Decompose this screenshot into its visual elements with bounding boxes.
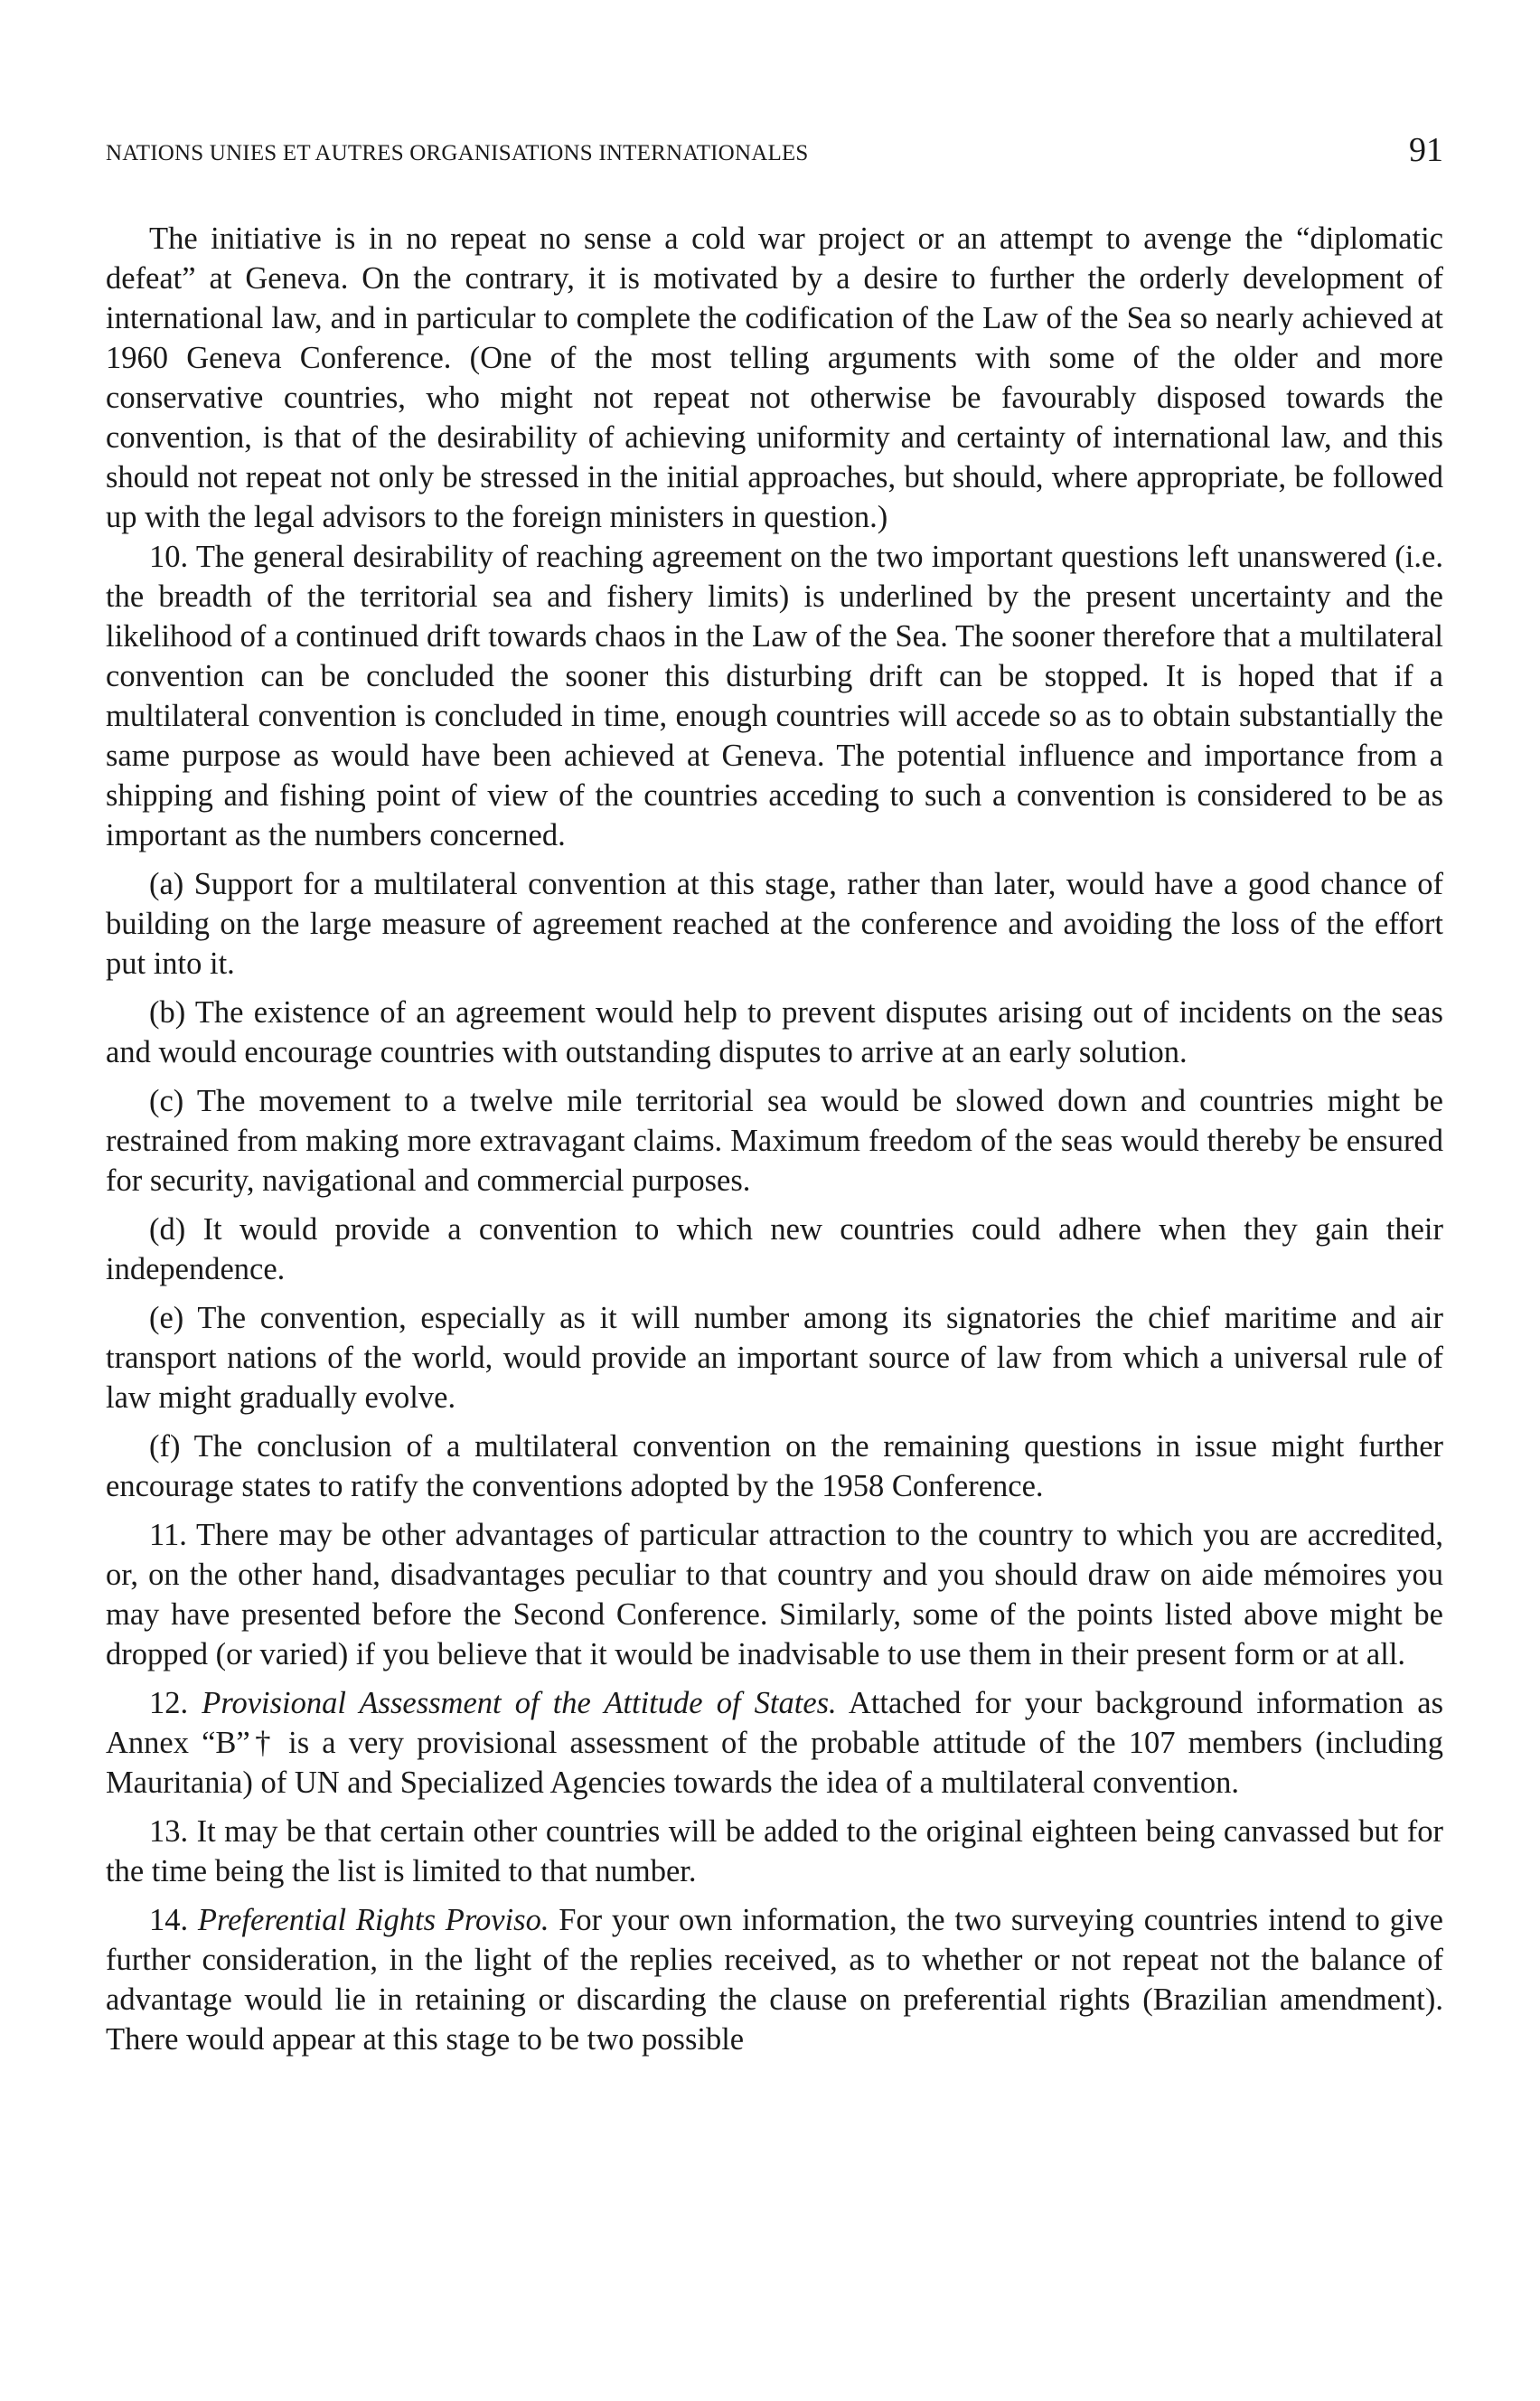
body-text (106, 219, 1443, 2059)
paragraph-12-text: Attached for your background information as Annex “B”† is a very provisional assessment of the probable attitude of the 107 members (including Mauritania) of UN and Specialized Agencies towards the idea of a multilateral convention. (106, 1686, 1443, 1800)
paragraph-initiative: The initiative is in no repeat no sense a cold war project or an attempt to avenge the “diplomatic defeat” at Geneva. On the contrary, it is motivated by a desire to further the orderly development of international law, and in particular to complete the codification of the Law of the Sea so nearly achieved at 1960 Geneva Conference. (One of the most telling arguments with some of the older and more conservative countries, who might not repeat not otherwise be favourably disposed towards the convention, is that of the desirability of achieving uniformity and certainty of international law, and this should not repeat not only be stressed in the initial approaches, but should, where appropriate, be followed up with the legal advisors to the foreign ministers in question.) (106, 221, 1443, 534)
running-title: NATIONS UNIES ET AUTRES ORGANISATIONS INTERNATIONALES (106, 141, 809, 165)
paragraph-14 (106, 1900, 1443, 2059)
paragraph-b: (b) The existence of an agreement would help to prevent disputes arising out of incidents on the seas and would encourage countries with outstanding disputes to arrive at an early solution. (106, 995, 1443, 1069)
paragraph-13: 13. It may be that certain other countries will be added to the original eighteen being canvassed but for the time being the list is limited to that number. (106, 1814, 1443, 1888)
paragraph-14-heading: Preferential Rights Proviso. (197, 1903, 549, 1937)
paragraph-14-text: For your own information, the two surveying countries intend to give further consideration, in the light of the replies received, as to whether or not repeat not the balance of advantage would lie in retaining or discarding the clause on preferential rights (Brazilian amendment). There would appear at this stage to be two possible (106, 1903, 1443, 2057)
paragraph-10: 10. The general desirability of reaching agreement on the two important questions left unanswered (i.e. the breadth of the territorial sea and fishery limits) is underlined by the present uncertainty and the likelihood of a continued drift towards chaos in the Law of the Sea. The sooner therefore that a multilateral convention can be concluded the sooner this disturbing drift can be stopped. It is hoped that if a multilateral convention is concluded in time, enough countries will accede so as to obtain substantially the same purpose as would have been achieved at Geneva. The potential influence and importance from a shipping and fishing point of view of the countries acceding to such a convention is considered to be as important as the numbers concerned. (106, 540, 1443, 852)
page-number: 91 (1409, 131, 1443, 169)
paragraph-12-number: 12. (149, 1686, 202, 1720)
paragraph-e: (e) The convention, especially as it will number among its signatories the chief maritime and air transport nations of the world, would provide an important source of law from which a universal rule of law might gradually evolve. (106, 1301, 1443, 1415)
paragraph-f: (f) The conclusion of a multilateral convention on the remaining questions in issue might further encourage states to ratify the conventions adopted by the 1958 Conference. (106, 1429, 1443, 1503)
page-header (106, 130, 1443, 174)
paragraph-14-number: 14. (149, 1903, 198, 1937)
paragraph-a: (a) Support for a multilateral convention at this stage, rather than later, would have a good chance of building on the large measure of agreement reached at the conference and avoiding the loss of the effort put into it. (106, 867, 1443, 981)
paragraph-12-heading: Provisional Assessment of the Attitude of States. (202, 1686, 837, 1720)
paragraph-d: (d) It would provide a convention to which new countries could adhere when they gain their independence. (106, 1212, 1443, 1286)
paragraph-11: 11. There may be other advantages of particular attraction to the country to which you are accredited, or, on the other hand, disadvantages peculiar to that country and you should draw on aide mémoires you may have presented before the Second Conference. Similarly, some of the points listed above might be dropped (or varied) if you believe that it would be inadvisable to use them in their present form or at all. (106, 1518, 1443, 1671)
paragraph-12 (106, 1683, 1443, 1803)
paragraph-c: (c) The movement to a twelve mile territorial sea would be slowed down and countries might be restrained from making more extravagant claims. Maximum freedom of the seas would thereby be ensured for security, navigational and commercial purposes. (106, 1084, 1443, 1198)
